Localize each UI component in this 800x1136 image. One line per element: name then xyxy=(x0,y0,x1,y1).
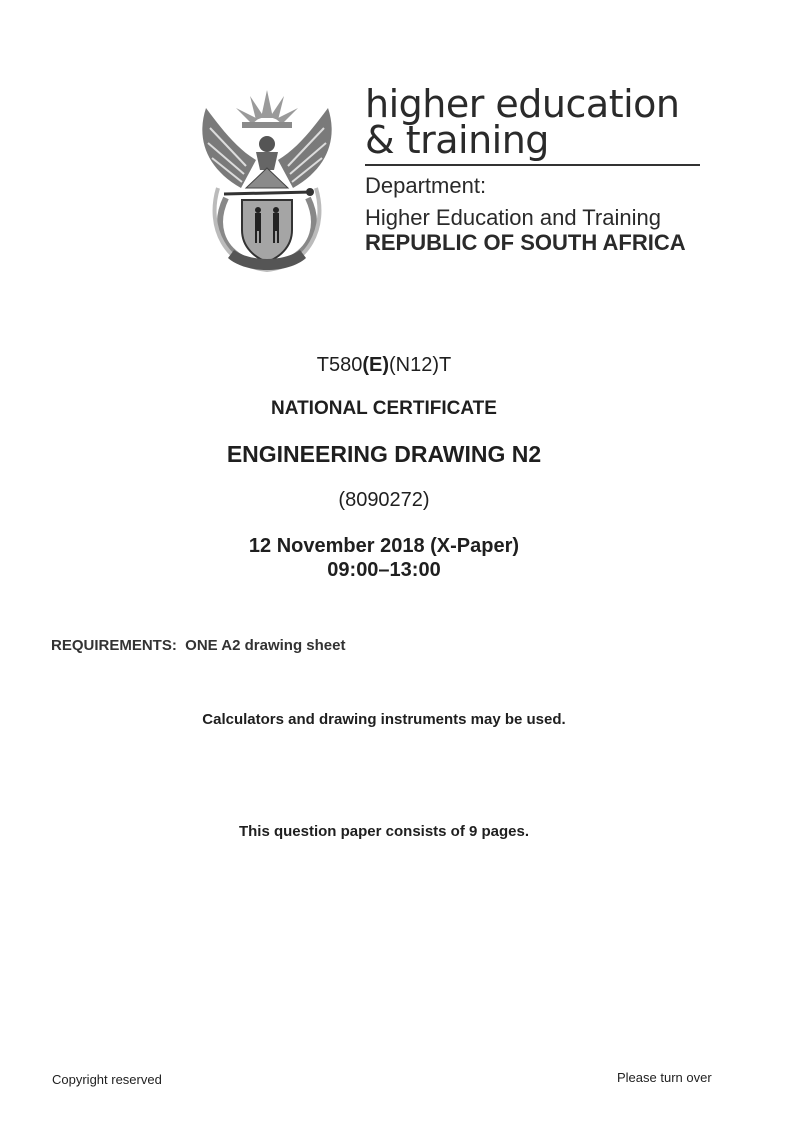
certificate-title: NATIONAL CERTIFICATE xyxy=(271,398,497,419)
subject-number: (8090272) xyxy=(338,489,430,511)
paper-code-prefix: T580 xyxy=(316,354,363,376)
subject-title: ENGINEERING DRAWING N2 xyxy=(226,441,542,467)
calculators-notice: Calculators and drawing instruments may be used. xyxy=(202,711,566,728)
exam-date-block xyxy=(0,534,768,582)
department-name: Higher Education and Training xyxy=(365,205,661,230)
exam-time: 09:00–13:00 xyxy=(327,559,441,581)
department-label: Department: xyxy=(365,173,487,198)
country-name: REPUBLIC OF SOUTH AFRICA xyxy=(365,230,686,255)
paper-code xyxy=(0,354,768,377)
department-branding xyxy=(365,82,705,256)
brand-title-line2: & training xyxy=(365,118,549,162)
paper-code-language: (E) xyxy=(362,354,390,376)
coat-of-arms-icon xyxy=(196,88,338,274)
exam-date: 12 November 2018 (X-Paper) xyxy=(248,535,520,557)
brand-title-line1: higher education xyxy=(365,82,680,126)
requirements-text: REQUIREMENTS: ONE A2 drawing sheet xyxy=(51,637,346,654)
page-count-notice: This question paper consists of 9 pages. xyxy=(238,823,530,840)
brand-divider xyxy=(365,164,700,166)
turn-over-footer: Please turn over xyxy=(617,1070,712,1085)
copyright-footer: Copyright reserved xyxy=(52,1072,162,1087)
paper-code-suffix: (N12)T xyxy=(389,354,452,376)
